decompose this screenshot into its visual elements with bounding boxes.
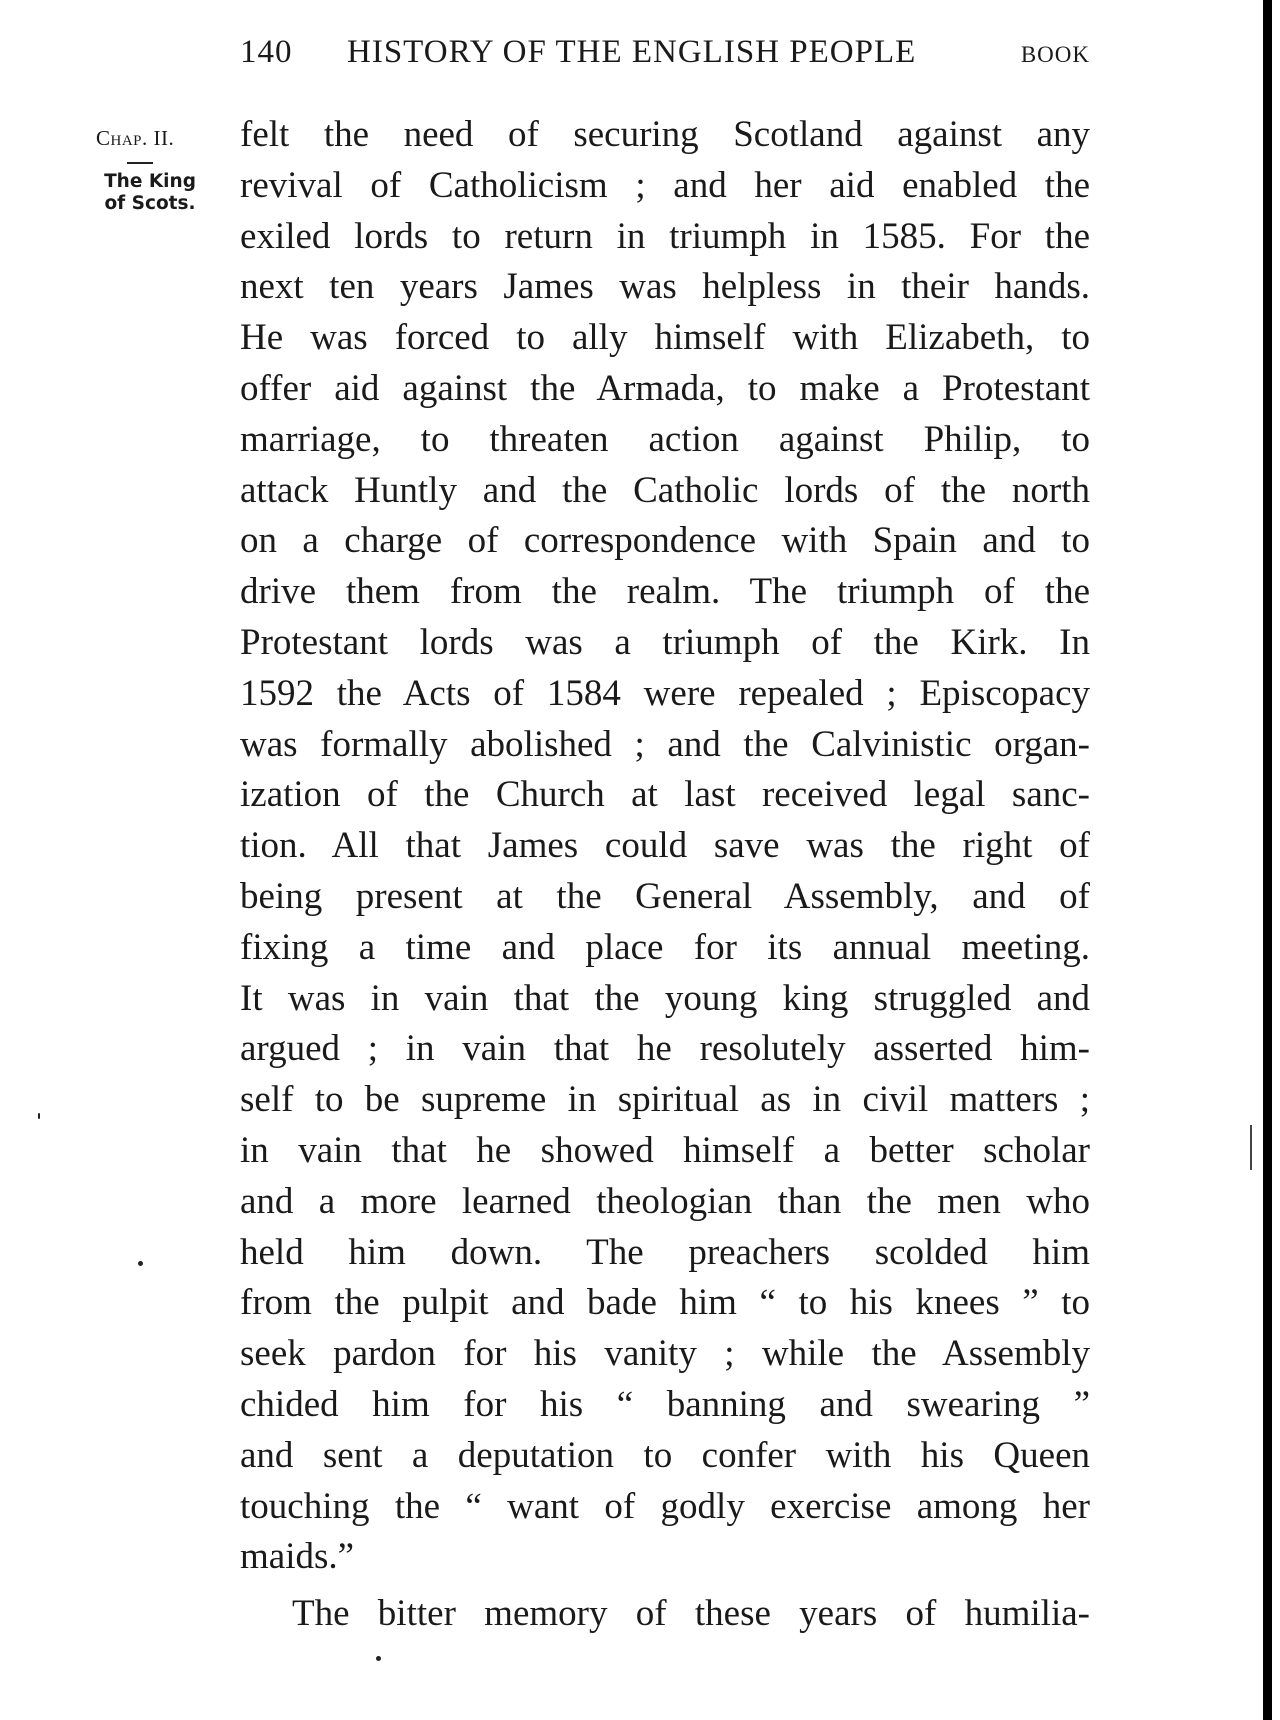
text-line: and a more learned theologian than the men who bbox=[240, 1180, 1090, 1222]
text-line: self to be supreme in spiritual as in civil matters ; bbox=[240, 1079, 1090, 1121]
text-line: Protestant lords was a triumph of the Kirk. In bbox=[240, 621, 1090, 663]
text-line: being present at the General Assembly, and of bbox=[240, 875, 1090, 917]
text-line: chided him for his “ banning and swearing ” bbox=[240, 1383, 1090, 1425]
side-note bbox=[88, 171, 212, 215]
text-line: seek pardon for his vanity ; while the Assembly bbox=[240, 1333, 1090, 1375]
text-line: He was forced to ally himself with Elizabeth, to bbox=[240, 317, 1090, 359]
text-line: maids.” bbox=[240, 1536, 355, 1578]
text-line: from the pulpit and bade him “ to his knees ” to bbox=[240, 1282, 1090, 1324]
text-line: on a charge of correspondence with Spain and to bbox=[240, 520, 1090, 562]
text-line: in vain that he showed himself a better scholar bbox=[240, 1129, 1090, 1171]
paragraph-1 bbox=[240, 110, 1090, 1583]
text-line: and sent a deputation to confer with his Queen bbox=[240, 1434, 1090, 1476]
text-line: offer aid against the Armada, to make a Protestant bbox=[240, 367, 1090, 409]
paragraph-2 bbox=[240, 1589, 1090, 1640]
chapter-marker: Chap. II. bbox=[96, 126, 175, 150]
text-line: tion. All that James could save was the right of bbox=[240, 825, 1090, 867]
page-edge-mark bbox=[1250, 1125, 1252, 1170]
text-line: marriage, to threaten action against Philip, to bbox=[240, 418, 1090, 460]
margin-rule bbox=[127, 162, 153, 164]
scan-speck bbox=[138, 1261, 143, 1266]
text-line: fixing a time and place for its annual meeting. bbox=[240, 926, 1090, 968]
side-note-line: The King bbox=[104, 171, 196, 192]
scan-speck bbox=[376, 1656, 381, 1661]
book-title: HISTORY OF THE ENGLISH PEOPLE bbox=[347, 34, 917, 70]
text-line: next ten years James was helpless in their hands. bbox=[240, 266, 1090, 308]
scan-speck bbox=[38, 1113, 40, 1119]
page-number: 140 bbox=[240, 34, 293, 70]
text-line: 1592 the Acts of 1584 were repealed ; Episcopacy bbox=[240, 672, 1090, 714]
text-line: exiled lords to return in triumph in 1585. For the bbox=[240, 215, 1090, 257]
text-line: argued ; in vain that he resolutely asserted him- bbox=[240, 1028, 1090, 1070]
book-label: BOOK bbox=[1020, 42, 1090, 67]
text-line: ization of the Church at last received legal sanc- bbox=[240, 774, 1090, 816]
text-line: attack Huntly and the Catholic lords of the north bbox=[240, 469, 1090, 511]
text-line: felt the need of securing Scotland against any bbox=[240, 114, 1090, 155]
running-header bbox=[240, 34, 1090, 78]
text-line: revival of Catholicism ; and her aid enabled the bbox=[240, 164, 1090, 206]
text-line: drive them from the realm. The triumph of the bbox=[240, 571, 1090, 613]
page-edge-bar bbox=[1263, 0, 1272, 1720]
text-line: held him down. The preachers scolded him bbox=[240, 1231, 1090, 1273]
text-line: was formally abolished ; and the Calvinistic organ- bbox=[240, 723, 1090, 765]
main-text bbox=[240, 110, 1090, 1640]
side-note-line: of Scots. bbox=[104, 193, 196, 214]
text-line: The bitter memory of these years of humilia- bbox=[292, 1593, 1090, 1635]
text-line: touching the “ want of godly exercise among her bbox=[240, 1485, 1090, 1527]
text-line: It was in vain that the young king struggled and bbox=[240, 977, 1090, 1019]
